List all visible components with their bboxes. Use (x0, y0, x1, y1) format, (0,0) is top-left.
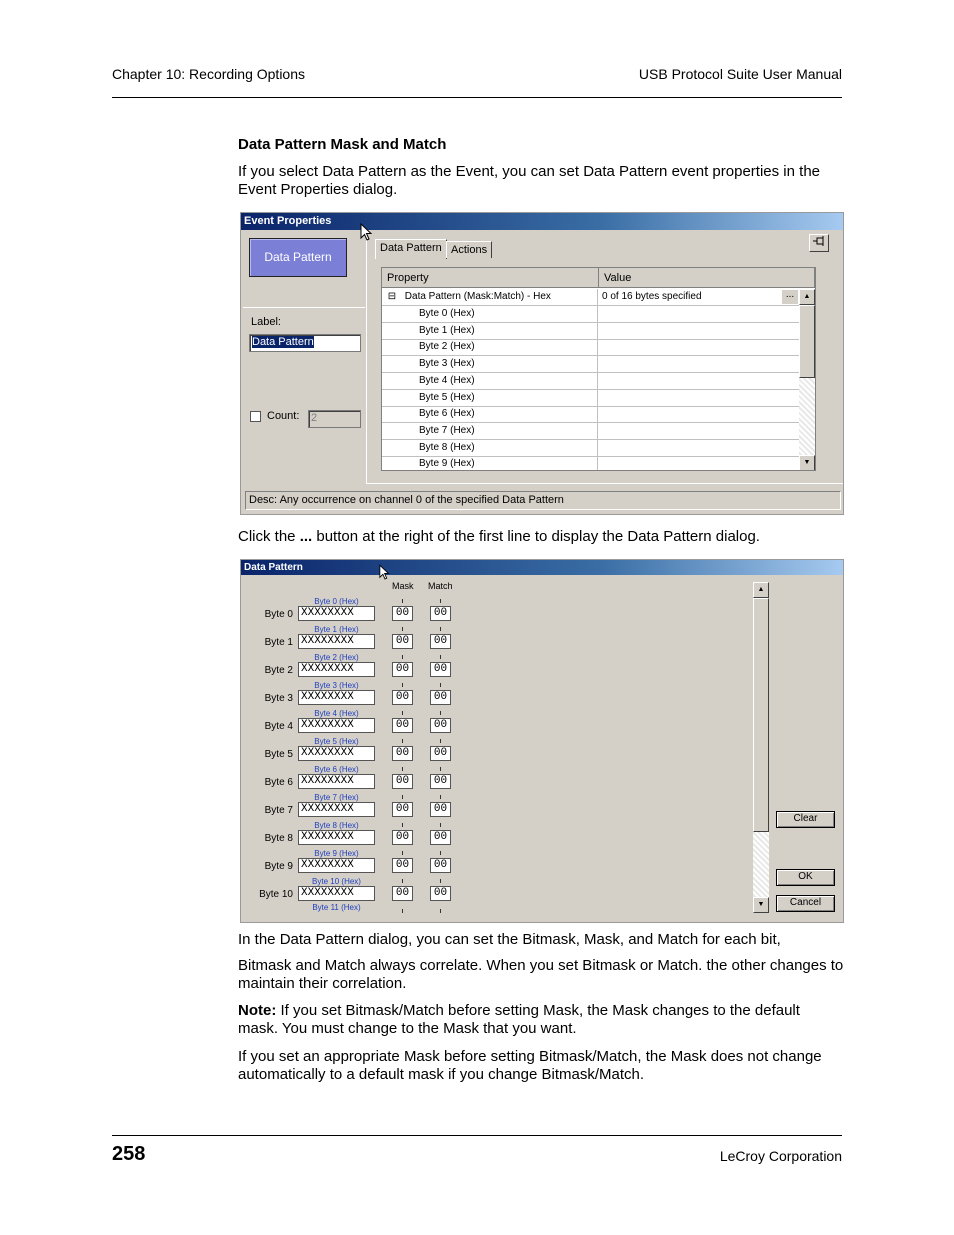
mask-field[interactable]: 00 (392, 746, 413, 761)
bitmask-field[interactable]: XXXXXXXX (298, 802, 375, 817)
grid-row[interactable] (382, 423, 799, 440)
grid-cell-value[interactable] (599, 323, 799, 339)
bitmask-field[interactable]: XXXXXXXX (298, 606, 375, 621)
note-text: If you set Bitmask/Match before setting Mask, the Mask changes to the default mask. You must change to the Mask that you want. (238, 1002, 800, 1037)
grid-row-data-pattern[interactable] (382, 289, 799, 306)
byte-label: Byte 6 (264, 777, 293, 788)
mask-tick (402, 627, 403, 631)
click-instruction (238, 528, 844, 546)
grid-row-property-label: Byte 9 (Hex) (419, 458, 475, 470)
grid-cell-property (382, 289, 598, 305)
grid-cell-value[interactable] (599, 440, 799, 456)
scroll-thumb[interactable] (753, 598, 769, 832)
mask-tick (402, 599, 403, 603)
collapse-icon[interactable]: ⊟ (387, 291, 397, 302)
grid-cell-value[interactable] (599, 373, 799, 389)
match-field[interactable]: 00 (430, 606, 451, 621)
grid-cell-property (382, 306, 598, 322)
grid-row-property-label: Byte 5 (Hex) (419, 391, 475, 403)
paragraph-correlation: Bitmask and Match always correlate. When you set Bitmask or Match. the other changes to maintain their correlation. (238, 957, 844, 992)
scroll-up-icon[interactable]: ▲ (799, 289, 815, 305)
pin-icon[interactable] (809, 234, 829, 252)
grid-row-property-label: Byte 0 (Hex) (419, 308, 475, 319)
mask-field[interactable]: 00 (392, 718, 413, 733)
manual-header: USB Protocol Suite User Manual (638, 66, 842, 82)
mask-field[interactable]: 00 (392, 634, 413, 649)
grid-cell-value[interactable] (599, 306, 799, 322)
grid-cell-property (382, 423, 598, 439)
mask-field[interactable]: 00 (392, 830, 413, 845)
left-panel-separator (243, 307, 365, 308)
grid-cell-property (382, 406, 598, 422)
match-tick (440, 683, 441, 687)
paragraph-bitmask: In the Data Pattern dialog, you can set the Bitmask, Mask, and Match for each bit, (238, 931, 781, 948)
scroll-thumb[interactable] (799, 305, 815, 378)
byte-label: Byte 8 (264, 833, 293, 844)
mask-field[interactable]: 00 (392, 886, 413, 901)
grid-row-property-label: Byte 8 (Hex) (419, 441, 475, 453)
grid-row-property-label: Byte 6 (Hex) (419, 408, 475, 420)
label-field-value: Data Pattern (252, 336, 314, 348)
footer-rule (112, 1135, 842, 1136)
grid-row[interactable] (382, 339, 799, 356)
byte-hex-label: Byte 9 (Hex) (314, 849, 359, 858)
match-tick (440, 711, 441, 715)
property-grid (381, 267, 816, 471)
match-field[interactable]: 00 (430, 774, 451, 789)
paragraph-mask-default: If you set an appropriate Mask before setting Bitmask/Match, the Mask does not change automatically to a default mask if you change Bitmask/Match. (238, 1048, 822, 1083)
click-text-before: Click the (238, 528, 300, 545)
mask-tick (402, 655, 403, 659)
match-tick (440, 599, 441, 603)
header-rule (112, 97, 842, 98)
match-field[interactable]: 00 (430, 718, 451, 733)
match-field[interactable]: 00 (430, 662, 451, 677)
grid-row-property-label: Data Pattern (Mask:Match) - Hex (404, 291, 551, 302)
count-caption: Count: (267, 410, 300, 422)
bitmask-field[interactable]: XXXXXXXX (298, 774, 375, 789)
match-tick (440, 795, 441, 799)
grid-row[interactable] (382, 323, 799, 340)
tab-data-pattern[interactable]: Data Pattern (375, 239, 447, 259)
match-field[interactable]: 00 (430, 690, 451, 705)
grid-row-value: 0 of 16 bytes specified (602, 291, 702, 302)
mask-field[interactable]: 00 (392, 662, 413, 677)
match-field[interactable]: 00 (430, 802, 451, 817)
ellipsis-button[interactable]: ... (782, 290, 798, 304)
byte-label: Byte 10 (259, 889, 293, 900)
byte-hex-label: Byte 2 (Hex) (314, 653, 359, 662)
description-bar: Desc: Any occurrence on channel 0 of the specified Data Pattern (245, 491, 841, 510)
bitmask-field[interactable]: XXXXXXXX (298, 886, 375, 901)
grid-row[interactable] (382, 440, 799, 457)
byte-11-hex-label: Byte 11 (Hex) (312, 903, 361, 912)
trailing-tick (402, 909, 403, 913)
grid-cell-property (382, 356, 598, 372)
tab-actions[interactable]: Actions (446, 241, 492, 258)
grid-row[interactable] (382, 306, 799, 323)
byte-hex-label: Byte 3 (Hex) (314, 681, 359, 690)
byte-hex-label: Byte 10 (Hex) (312, 877, 361, 886)
grid-row[interactable] (382, 356, 799, 373)
event-properties-titlebar: Event Properties (241, 213, 843, 230)
grid-cell-value[interactable] (599, 406, 799, 422)
property-grid-scrollbar[interactable] (799, 289, 815, 471)
panel-divider (366, 230, 367, 484)
bitmask-field[interactable]: XXXXXXXX (298, 634, 375, 649)
pin-icon-graphic (812, 235, 826, 247)
trailing-tick (440, 909, 441, 913)
mask-tick (402, 711, 403, 715)
mask-tick (402, 879, 403, 883)
bitmask-field[interactable]: XXXXXXXX (298, 746, 375, 761)
mask-field[interactable]: 00 (392, 606, 413, 621)
mask-field[interactable]: 00 (392, 690, 413, 705)
click-text-after: button at the right of the first line to display the Data Pattern dialog. (312, 528, 760, 545)
grid-row-property-label: Byte 2 (Hex) (419, 341, 475, 353)
data-pattern-dialog (240, 559, 844, 923)
click-text-ellipsis: ... (299, 528, 313, 545)
scroll-down-icon[interactable]: ▼ (753, 897, 769, 913)
grid-cell-value[interactable] (599, 390, 799, 406)
byte-hex-label: Byte 0 (Hex) (314, 597, 359, 606)
event-properties-dialog (240, 212, 844, 515)
column-property[interactable]: Property (382, 268, 599, 288)
byte-hex-label: Byte 1 (Hex) (314, 625, 359, 634)
match-tick (440, 739, 441, 743)
grid-cell-property (382, 440, 598, 456)
bitmask-field[interactable]: XXXXXXXX (298, 858, 375, 873)
mask-field[interactable]: 00 (392, 802, 413, 817)
byte-hex-label: Byte 8 (Hex) (314, 821, 359, 830)
count-checkbox[interactable] (250, 411, 261, 422)
match-tick (440, 627, 441, 631)
intro-paragraph: If you select Data Pattern as the Event, you can set Data Pattern event properties in the Event Properties dialog. (238, 163, 820, 198)
grid-cell-value (599, 289, 799, 305)
note-paragraph (238, 1002, 844, 1038)
chapter-header: Chapter 10: Recording Options (112, 66, 305, 82)
byte-hex-label: Byte 5 (Hex) (314, 737, 359, 746)
data-pattern-event-button[interactable]: Data Pattern (249, 238, 347, 277)
scroll-up-icon[interactable]: ▲ (753, 582, 769, 598)
grid-cell-value[interactable] (599, 356, 799, 372)
mouse-cursor-icon (360, 223, 374, 243)
mouse-cursor-icon (379, 564, 391, 582)
match-tick (440, 767, 441, 771)
column-value[interactable]: Value (599, 268, 815, 288)
grid-cell-property (382, 373, 598, 389)
mask-tick (402, 767, 403, 771)
grid-row-property-label: Byte 3 (Hex) (419, 358, 475, 370)
bottom-separator (366, 483, 844, 484)
match-tick (440, 879, 441, 883)
match-tick (440, 823, 441, 827)
note-label: Note: (238, 1002, 277, 1019)
byte-label: Byte 2 (264, 665, 293, 676)
bitmask-field[interactable]: XXXXXXXX (298, 718, 375, 733)
ok-button[interactable]: OK (776, 869, 835, 886)
footer-company: LeCroy Corporation (719, 1148, 842, 1164)
byte-label: Byte 7 (264, 805, 293, 816)
grid-row-property-label: Byte 7 (Hex) (419, 424, 475, 436)
grid-cell-value[interactable] (599, 456, 799, 471)
grid-row[interactable] (382, 373, 799, 390)
label-caption: Label: (251, 316, 281, 328)
match-field[interactable]: 00 (430, 830, 451, 845)
grid-row-property-label: Byte 1 (Hex) (419, 324, 475, 336)
label-field[interactable] (249, 334, 361, 352)
grid-cell-value[interactable] (599, 339, 799, 355)
byte-label: Byte 0 (264, 609, 293, 620)
bitmask-field[interactable]: XXXXXXXX (298, 830, 375, 845)
property-grid-header (382, 268, 815, 288)
bitmask-field[interactable]: XXXXXXXX (298, 662, 375, 677)
scroll-down-icon[interactable]: ▼ (799, 455, 815, 471)
mask-tick (402, 795, 403, 799)
bitmask-field[interactable]: XXXXXXXX (298, 690, 375, 705)
match-header: Match (428, 581, 453, 591)
match-tick (440, 851, 441, 855)
byte-hex-label: Byte 4 (Hex) (314, 709, 359, 718)
mask-field[interactable]: 00 (392, 858, 413, 873)
match-field[interactable]: 00 (430, 858, 451, 873)
byte-hex-label: Byte 7 (Hex) (314, 793, 359, 802)
count-field[interactable]: 2 (308, 410, 361, 428)
grid-cell-property (382, 339, 598, 355)
grid-cell-property (382, 323, 598, 339)
byte-label: Byte 9 (264, 861, 293, 872)
byte-label: Byte 5 (264, 749, 293, 760)
byte-label: Byte 1 (264, 637, 293, 648)
grid-row[interactable] (382, 456, 799, 471)
section-title: Data Pattern Mask and Match (238, 136, 447, 153)
grid-cell-property (382, 390, 598, 406)
cancel-button[interactable]: Cancel (776, 895, 835, 912)
byte-label: Byte 4 (264, 721, 293, 732)
mask-tick (402, 851, 403, 855)
mask-tick (402, 739, 403, 743)
clear-button[interactable]: Clear (776, 811, 835, 828)
grid-row[interactable] (382, 390, 799, 407)
grid-cell-value[interactable] (599, 423, 799, 439)
page-number: 258 (112, 1143, 146, 1165)
mask-tick (402, 823, 403, 827)
mask-tick (402, 683, 403, 687)
data-pattern-titlebar: Data Pattern (241, 560, 843, 575)
mask-header: Mask (392, 581, 414, 591)
grid-row-property-label: Byte 4 (Hex) (419, 374, 475, 386)
match-field[interactable]: 00 (430, 886, 451, 901)
data-pattern-scrollbar[interactable] (753, 582, 769, 913)
byte-hex-label: Byte 6 (Hex) (314, 765, 359, 774)
match-tick (440, 655, 441, 659)
mask-field[interactable]: 00 (392, 774, 413, 789)
match-field[interactable]: 00 (430, 746, 451, 761)
grid-cell-property (382, 456, 598, 471)
byte-label: Byte 3 (264, 693, 293, 704)
match-field[interactable]: 00 (430, 634, 451, 649)
grid-row[interactable] (382, 406, 799, 423)
